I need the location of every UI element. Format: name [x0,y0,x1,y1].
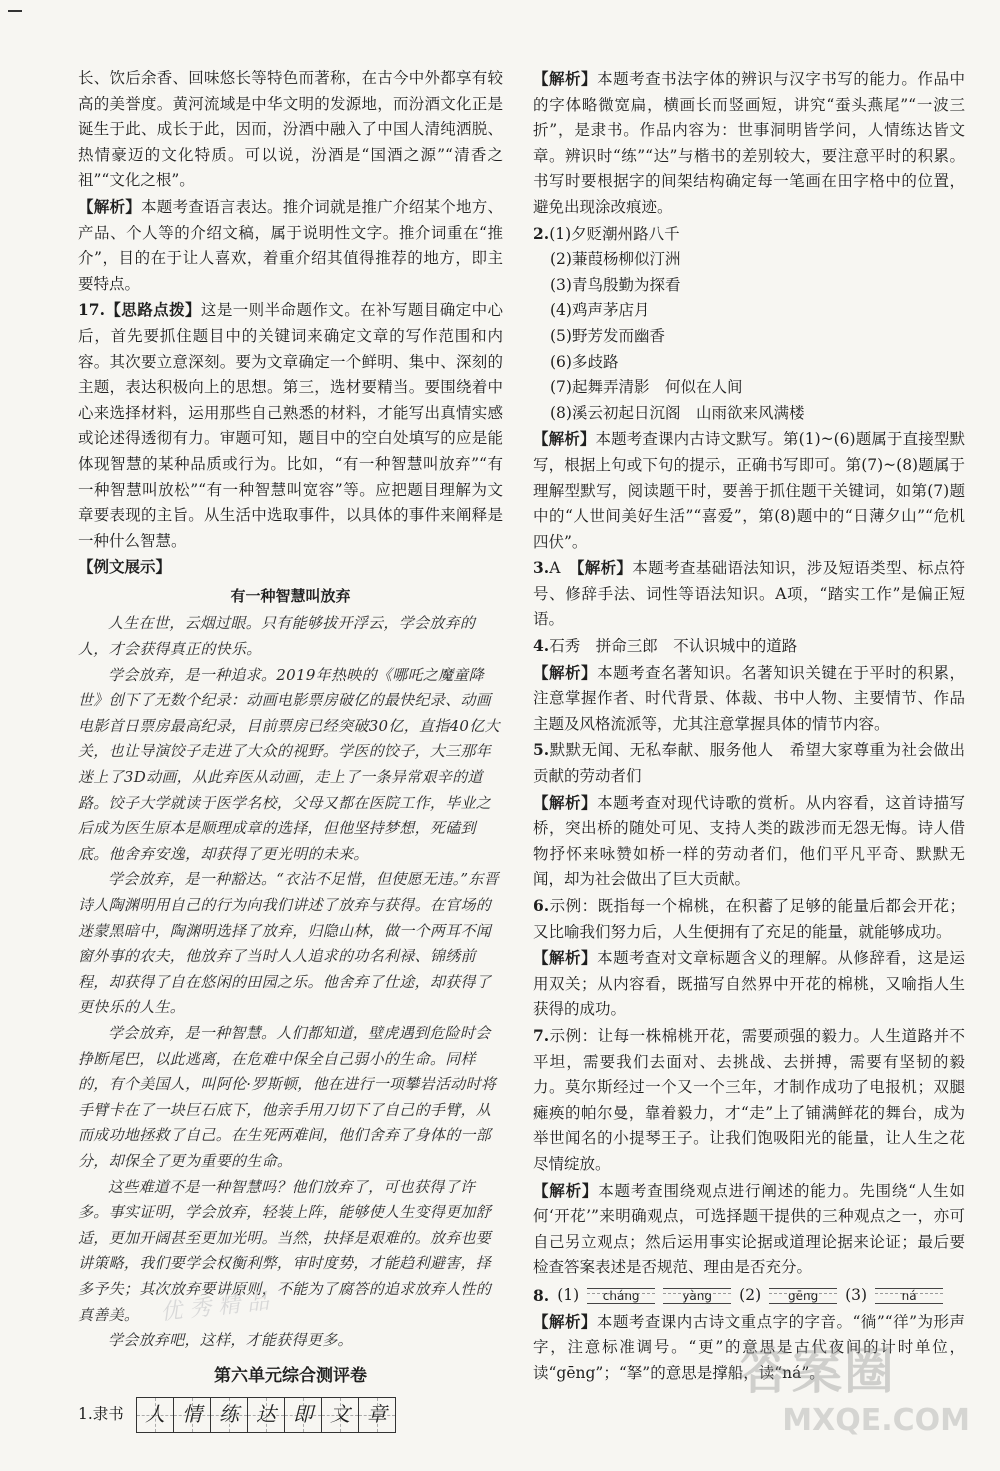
question-2-line: (1)夕贬潮州路八千 [549,224,680,243]
section-title: 第六单元综合测评卷 [214,1365,367,1386]
grid-cell [137,1398,174,1432]
grid-char: 达 [256,1402,276,1427]
answer-1-analysis [533,66,965,221]
essay-paragraph: 人生在世，云烟过眼。只有能够拔开浮云，学会放弃的人，才会获得真正的快乐。 [78,614,476,659]
analysis-tag: 【解析】 [533,662,598,682]
analysis-text: 本题考查对文章标题含义的理解。从修辞看，这是运用双关；从内容看，既描写自然界中开花的棉桃，又喻指人生获得的成功。 [533,949,965,1019]
question-17 [78,297,503,554]
analysis-text: 本题考查课内古诗文默写。第(1)~(6)题属于直接型默写，根据上句或下句的提示，正确书写即可。第(7)~(8)题属于理解型默写，阅读题干时，要善于抓住题干关键词，如第(7)题中的“人世间美好生活”“喜爱”，第(8)题中的“日薄夕山”“危机四伏”。 [533,430,965,551]
analysis-text: 本题考查语言表达。推介词就是推广介绍某个地方、产品、个人等的介绍文稿，属于说明性文字。推介词重在“推介”，目的在于让人喜欢，着重介绍其值得推荐的地方，即主要特点。 [78,197,503,293]
question-8-number: 8. [533,1285,550,1305]
question-3 [533,555,965,633]
question-2-line: (6)多歧路 [550,352,619,371]
essay-paragraph: 学会放弃吧，这样，才能获得更多。 [108,1331,353,1350]
pinyin-answer: yàng [663,1288,731,1304]
question-2-line: (3)青鸟殷勤为探看 [550,275,681,294]
question-1-row [78,1397,503,1433]
grid-char: 情 [182,1402,202,1427]
left-paragraph-1: 长、饮后余香、回味悠长等特色而著称，在古今中外都享有较高的美誉度。黄河流域是中华文明的发源地，而汾酒文化正是诞生于此、成长于此，因而，汾酒中融入了中国人清纯洒脱、热情豪迈的文化特质。可以说，汾酒是“国酒之源”“清香之祖”“文化之根”。 [78,69,503,190]
question-2 [533,221,965,248]
analysis-text: 本题考查基础语法知识，涉及短语类型、标点符号、修辞手法、词性等语法知识。A项，“踏实工作”是偏正短语。 [533,559,965,629]
pinyin-answer: cháng [587,1288,655,1304]
question-8 [533,1283,965,1309]
question-17-text: 这是一则半命题作文。在补写题目确定中心后，首先要抓住题目中的关键词来确定文章的写作范围和内容。其次要立意深刻。要为文章确定一个鲜明、集中、深刻的主题，表达积极向上的思想。第三，选材要精当。要围绕着中心来选择材料，运用那些自己熟悉的材料，才能写出真情实感或论述得透彻有力。审题可知，题目中的空白处填写的应是能体现智慧的某种品质或行为。比如，“有一种智慧叫放弃”“有一种智慧叫放松”“有一种智慧叫宽容”等。应把题目理解为文章要表现的主旨。从生活中选取事件，以具体的事件来阐释是一种什么智慧。 [78,301,503,550]
grid-cell [322,1398,359,1432]
question-5 [533,737,965,789]
answer-2-analysis [533,426,965,555]
essay-paragraph: 学会放弃，是一种追求。2019年热映的《哪吒之魔童降世》创下了无数个纪录：动画电影票房破亿的最快纪录、动画电影首日票房最高纪录，目前票房已经突破30亿，直指40亿大关，也让导演饺子走进了大众的视野。学医的饺子，大三那年迷上了3D动画，从此弃医从动画，走上了一条异常艰辛的道路。饺子大学就读于医学名校，父母又都在医院工作，毕业之后成为医生原本是顺理成章的选择，但他坚持梦想，死磕到底。他舍弃安逸，却获得了更光明的未来。 [78,665,500,863]
analysis-tag: 【解析】 [78,196,141,216]
question-7-number: 7. [533,1025,550,1045]
grid-char: 人 [145,1402,165,1427]
essay-paragraph: 学会放弃，是一种豁达。“衣沾不足惜，但使愿无违。”东晋诗人陶渊明用自己的行为向我们讲述了放弃与获得。在官场的迷蒙黑暗中，陶渊明选择了放弃，归隐山林，做一个两耳不闻窗外事的农夫，他放弃了当时人人追求的功名利禄、锦绣前程，却获得了自在悠闲的田园之乐。他舍弃了仕途，却获得了更快乐的人生。 [78,870,499,1017]
answer-6-analysis [533,945,965,1023]
analysis-tag: 【解析】 [533,429,596,449]
question-17-tag: 【思路点拨】 [104,300,201,320]
analysis-tag: 【解析】 [576,558,633,578]
question-6 [533,893,965,945]
question-2-line: (8)溪云初起日沉阁 山雨欲来风满楼 [550,403,805,422]
grid-cell [285,1398,322,1432]
analysis-text: 本题考查书法字体的辨识与汉字书写的能力。作品中的字体略微宽扁，横画长而竖画短，讲究“蚕头燕尾”“一波三折”，是隶书。作品内容为：世事洞明皆学问，人情练达皆文章。辨识时“练”“达”与楷书的差别较大，要注意平时的积累。书写时要根据字的间架结构确定每一笔画在田字格中的位置，避免出现涂改痕迹。 [533,70,965,216]
faded-stamp: 优 秀 精 品 [159,1289,271,1326]
grid-cell [211,1398,248,1432]
example-tag: 【例文展示】 [78,557,172,577]
answer-7-analysis [533,1178,965,1281]
question-8-label-2: (2) [739,1285,762,1304]
essay-paragraph: 学会放弃，是一种智慧。人们都知道，壁虎遇到危险时会挣断尾巴，以此逃离，在危难中保全自己弱小的生命。同样的，有个美国人，叫阿伦·罗斯顿，他在进行一项攀岩活动时将手臂卡在了一块巨石底下，他亲手用刀切下了自己的手臂，从而成功地拯救了自己。在生死两难间，他们舍弃了身体的一部分，却保全了更为重要的生命。 [78,1023,497,1170]
analysis-text: 本题考查课内古诗文重点字的字音。“徜”“徉”为形声字，注意标准调号。“更”的意思是古代夜间的计时单位，读“gēng”；“拏”的意思是撑船，读“ná”。 [533,1312,965,1382]
question-17-number: 17. [78,300,105,320]
pinyin-answer: gēng [769,1288,837,1304]
analysis-tag: 【解析】 [533,1311,597,1331]
watermark-logo [740,1331,970,1451]
question-2-line: (2)蒹葭杨柳似汀洲 [550,250,681,269]
question-4-answer: 石秀 拼命三郎 不认识城中的道路 [549,637,798,656]
grid-char: 练 [219,1402,239,1427]
corner-mark [8,10,22,12]
watermark-logo-text: 答案圈 [740,1342,896,1400]
question-5-number: 5. [533,740,550,760]
question-7-answer: 示例：让每一株棉桃开花，需要顽强的毅力。人生道路并不平坦，需要我们去面对、去挑战、去拼搏，需要有坚韧的毅力。莫尔斯经过一个又一个三年，才制作成功了电报机；双腿瘫痪的帕尔曼，靠着毅力，才“走”上了铺满鲜花的舞台，成为举世闻名的小提琴王子。让我们饱吸阳光的能量，让人生之花尽情绽放。 [533,1026,965,1173]
question-1-label: 1.隶书 [78,1405,124,1424]
question-2-line: (5)野芳发而幽香 [550,326,665,345]
question-4 [533,633,965,660]
grid-char: 即 [293,1402,313,1427]
analysis-text: 本题考查围绕观点进行阐述的能力。先围绕“人生如何‘开花’”来明确观点，可选择题干提供的三种观点之一，亦可自己另立观点；然后运用事实论据或道理论据来论证；最后要检查答案表述是否规范、理由是否充分。 [533,1181,965,1277]
question-2-line: (7)起舞弄清影 何似在人间 [550,378,743,397]
answer-5-analysis [533,790,965,893]
analysis-tag: 【解析】 [533,69,598,88]
grid-cell [359,1398,395,1432]
grid-cell [174,1398,211,1432]
question-5-answer: 默默无闻、无私奉献、服务他人 希望大家尊重为社会做出贡献的劳动者们 [533,741,965,786]
handwritten-essay [78,611,503,1353]
essay-paragraph: 这些难道不是一种智慧吗？他们放弃了，可也获得了许多。事实证明，学会放弃，轻装上阵，能够使人生变得更加舒适，更加开阔甚至更加光明。当然，抉择是艰难的。放弃也要讲策略，我们要学会权衡利弊，审时度势，才能趋利避害，择多予失；其次放弃要讲原则，不能为了腐答的追求放弃人性的真善美。 [78,1177,492,1324]
question-7 [533,1023,965,1178]
left-column [78,66,503,1433]
watermark-url: MXQE.COM [782,1403,970,1438]
analysis-tag: 【解析】 [533,792,598,812]
pinyin-answer: ná [875,1288,943,1304]
question-3-number: 3. [533,558,550,578]
question-4-number: 4. [533,636,550,656]
calligraphy-grid [136,1397,396,1433]
grid-cell [248,1398,285,1432]
right-column [533,66,965,1386]
analysis-text: 本题考查对现代诗歌的赏析。从内容看，这首诗描写桥，突出桥的随处可见、支持人类的跋涉而无怨无悔。诗人借物抒怀来咏赞如桥一样的劳动者们，他们平凡平奇、默默无闻，却为社会做出了巨大贡献。 [533,793,965,889]
question-8-label-3: (3) [845,1285,868,1304]
essay-title: 有一种智慧叫放弃 [230,586,351,605]
answer-4-analysis [533,660,965,738]
question-2-number: 2. [533,223,550,243]
question-6-number: 6. [533,896,550,915]
question-8-label-1: (1) [557,1285,580,1304]
analysis-tag: 【解析】 [533,1180,599,1200]
grid-char: 文 [330,1402,350,1427]
question-6-answer: 示例：既指每一个棉桃，在积蓄了足够的能量后都会开花；又比喻我们努力后，人生便拥有了充足的能量，就能够成功。 [533,897,965,941]
question-2-line: (4)鸡声茅店月 [550,301,650,320]
grid-char: 章 [367,1402,387,1427]
question-3-answer: A [549,559,561,578]
analysis-tag: 【解析】 [533,948,598,968]
analysis-text: 本题考查名著知识。名著知识关键在于平时的积累，注意掌握作者、时代背景、体裁、书中人物、主要情节、作品主题及风格流派等，尤其注意掌握具体的情节内容。 [533,663,965,733]
left-analysis [78,194,503,297]
